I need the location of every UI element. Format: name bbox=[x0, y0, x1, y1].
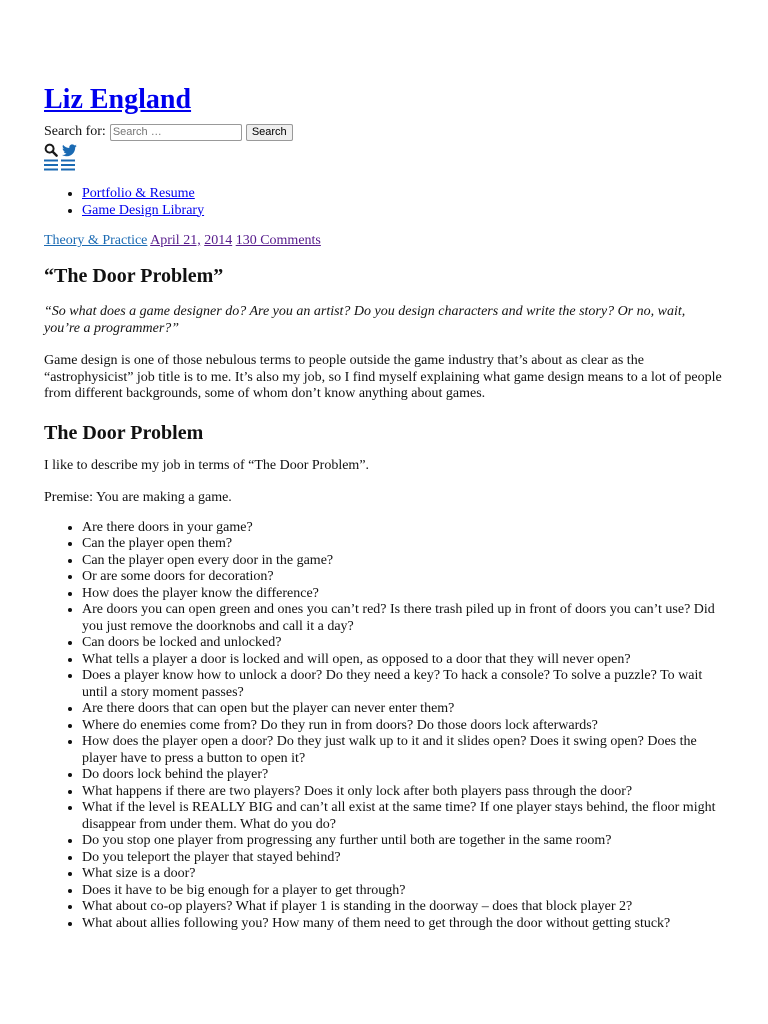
list-item: • What if the level is REALLY BIG and can’t all exist at the same time? If one player stays behind, the floor might disappear from under them. What do you do? bbox=[82, 800, 724, 833]
category-link[interactable]: Theory & Practice bbox=[44, 233, 148, 248]
search-input[interactable] bbox=[110, 124, 242, 141]
nav-link-portfolio[interactable]: Portfolio & Resume bbox=[82, 186, 195, 201]
nav-link-game-design-library[interactable]: Game Design Library bbox=[82, 202, 205, 218]
list-item: • What about co-op players? What if player 1 is standing in the doorway – does that block player 2? bbox=[82, 899, 724, 916]
year-link[interactable]: 2014 bbox=[204, 233, 233, 248]
list-item: • What about allies following you? How many of them need to get through the door without getting stuck? bbox=[82, 916, 724, 933]
list-item: • Or are some doors for decoration? bbox=[82, 569, 724, 586]
comments-link[interactable]: 130 Comments bbox=[235, 233, 321, 248]
list-item: • Are there doors in your game? bbox=[82, 520, 724, 537]
search-button[interactable]: Search bbox=[246, 124, 293, 141]
intro-paragraph: Game design is one of those nebulous terms to people outside the game industry that’s about as clear as the “astrophysicist” job title is to me. It’s also my job, so I find myself explaining what game design means to a lot of people from different backgrounds, some of whom don’t know anything about games. bbox=[44, 353, 722, 401]
menu-icon[interactable] bbox=[44, 159, 58, 171]
menu-icon-secondary[interactable] bbox=[61, 159, 75, 171]
intro-quote: “So what does a game designer do? Are you an artist? Do you design characters and write the story? Or no, wait, you’re a programmer?” bbox=[44, 304, 686, 336]
list-item: • Can the player open every door in the game? bbox=[82, 553, 724, 570]
header-icons bbox=[44, 142, 724, 158]
list-item: • How does the player open a door? Do they just walk up to it and it slides open? Does it swing open? Does the player have to press a button to open it? bbox=[82, 734, 724, 767]
list-item: • Can doors be locked and unlocked? bbox=[82, 635, 724, 652]
list-item: • What happens if there are two players? Does it only lock after both players pass through the door? bbox=[82, 784, 724, 801]
list-item: • Where do enemies come from? Do they run in from doors? Do those doors lock afterwards? bbox=[82, 718, 724, 735]
question-list bbox=[44, 520, 724, 933]
menu-toggles bbox=[44, 158, 724, 172]
date-link[interactable]: April 21, bbox=[150, 233, 201, 248]
list-item: • What size is a door? bbox=[82, 866, 724, 883]
list-item: • Do you teleport the player that stayed behind? bbox=[82, 850, 724, 867]
site-title-link[interactable]: Liz England bbox=[44, 84, 192, 115]
list-item: • Do you stop one player from progressing any further until both are together in the same room? bbox=[82, 833, 724, 850]
list-item: • Are there doors that can open but the player can never enter them? bbox=[82, 701, 724, 718]
list-item: • Can the player open them? bbox=[82, 536, 724, 553]
twitter-icon[interactable] bbox=[62, 144, 77, 157]
list-item: • Are doors you can open green and ones you can’t red? Is there trash piled up in front of doors you can’t use? Did you just remove the doorknobs and call it a day? bbox=[82, 602, 724, 635]
primary-nav bbox=[44, 186, 724, 219]
search-label: Search for: bbox=[44, 123, 106, 139]
list-item: • Do doors lock behind the player? bbox=[82, 767, 724, 784]
post-title: “The Door Problem” bbox=[44, 265, 224, 287]
site-title bbox=[44, 0, 724, 116]
list-item: • How does the player know the difference? bbox=[82, 586, 724, 603]
search-icon[interactable] bbox=[44, 143, 58, 157]
post-meta bbox=[44, 233, 724, 249]
nav-item-portfolio bbox=[82, 186, 724, 203]
describe-paragraph: I like to describe my job in terms of “The Door Problem”. bbox=[44, 457, 370, 473]
section-heading: The Door Problem bbox=[44, 421, 204, 444]
search-form bbox=[44, 122, 724, 142]
list-item: • Does it have to be big enough for a player to get through? bbox=[82, 883, 724, 900]
premise-paragraph: Premise: You are making a game. bbox=[44, 490, 232, 505]
nav-item-game-design-library bbox=[82, 203, 724, 220]
list-item: • Does a player know how to unlock a door? Do they need a key? To hack a console? To solve a puzzle? To wait until a story moment passes? bbox=[82, 668, 724, 701]
list-item: • What tells a player a door is locked and will open, as opposed to a door that they will never open? bbox=[82, 652, 724, 669]
